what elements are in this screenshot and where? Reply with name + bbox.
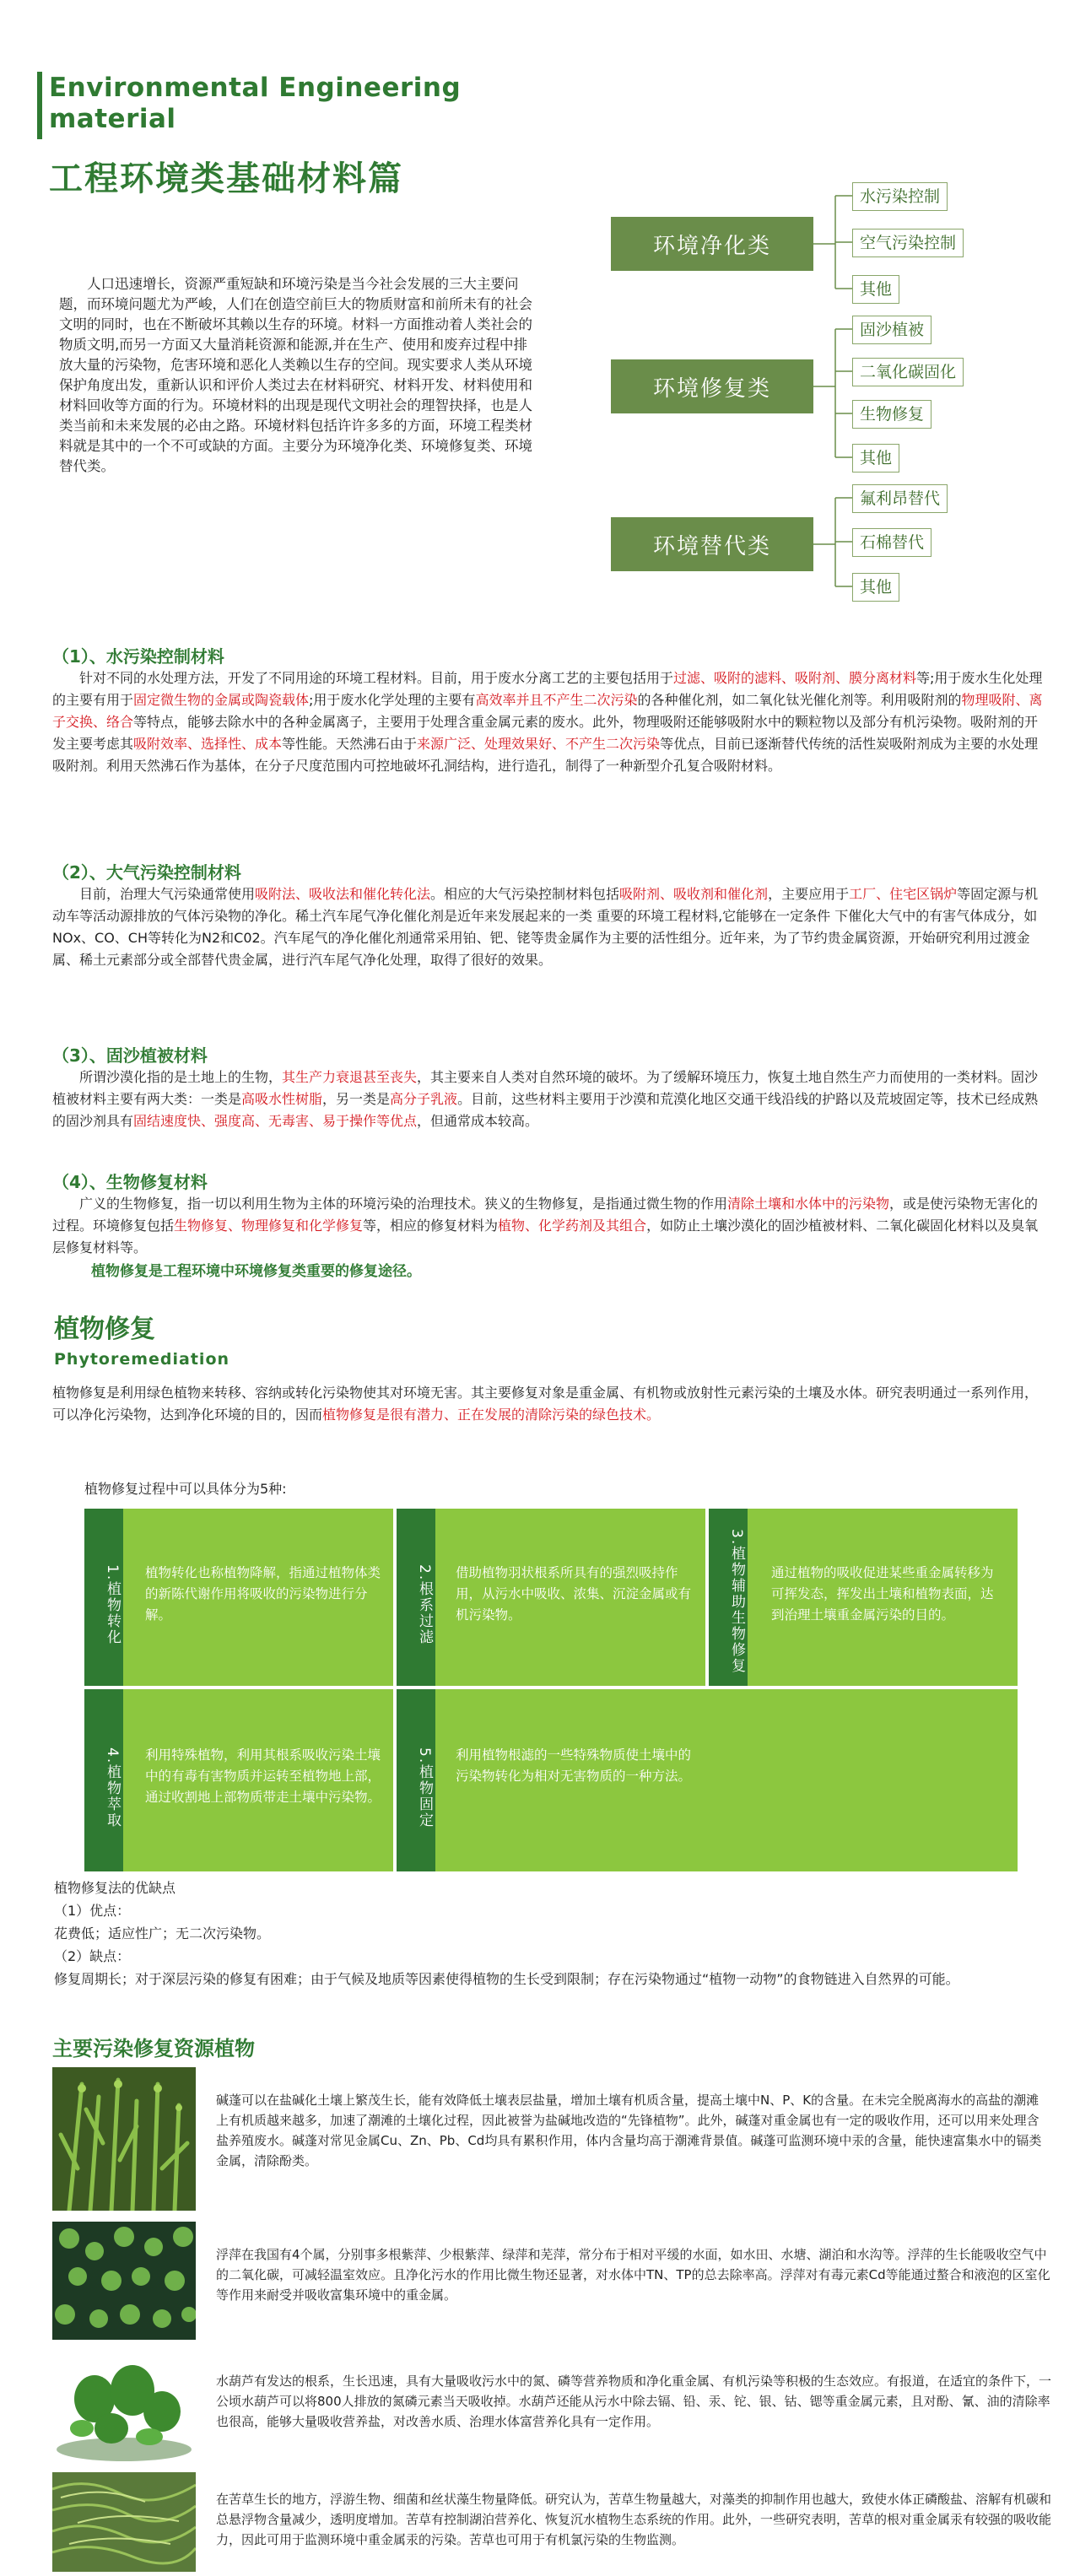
s4-text-0: 广义的生物修复，指一切以利用生物为主体的环境污染的治理技术。狭义的生物修复，是指通过微生物的作用 — [79, 1196, 728, 1212]
s1-text-2: 等;用于废水生化处理的主要有用于 — [52, 670, 1043, 708]
duckweed-image — [52, 2222, 196, 2340]
pros-cons — [54, 1877, 1050, 1990]
section4-heading: （4）、生物修复材料 — [52, 1172, 208, 1192]
s1-text-4: ;用于废水化学处理的主要有 — [309, 692, 476, 708]
process-text-4: 利用特殊植物，利用其根系吸收污染土壤中的有毒有害物质并运转至植物地上部，通过收割地上部物质带走土壤中污染物。 — [145, 1747, 381, 1805]
process-text-3: 通过植物的吸收促进某些重金属转移为可挥发态，挥发出土壤和植物表面，达到治理土壤重金属污染的目的。 — [771, 1565, 994, 1623]
subitem-air-pollution: 空气污染控制 — [852, 229, 964, 257]
phyto-highlight-1: 植物修复是很有潜力、正在发展的清除污染的绿色技术。 — [322, 1407, 661, 1423]
subitem-co2-fixation: 二氧化碳固化 — [852, 358, 964, 386]
s1-text-12: 等优点，目前已逐渐替代传统的活性炭吸附剂成为主要的水处理吸附剂。利用天然沸石作为基体，在分子尺度范围内可控地破坏孔洞结构，进行造孔，制得了一种新型介孔复合吸附材料。 — [52, 736, 1039, 774]
s4-text-6: ，如防止土壤沙漠化的固沙植被材料、二氧化碳固化材料以及臭氧层修复材料等。 — [52, 1218, 1039, 1256]
s1-highlight-7: 物理吸附、离子交换、络合 — [52, 692, 1043, 730]
s1-highlight-1: 过滤、吸附的滤料、吸附剂、膜分离材料 — [673, 670, 917, 686]
s4-highlight-5: 植物、化学药剂及其组合 — [498, 1218, 647, 1234]
page-title: 工程环境类基础材料篇 — [49, 159, 403, 198]
s4-text-2: ，或是使污染物无害化的过程。环境修复包括 — [52, 1196, 1039, 1234]
eelgrass-image — [52, 2472, 196, 2572]
s1-highlight-11: 来源广泛、处理效果好、不产生二次污染 — [417, 736, 661, 752]
subitem-substitution-other: 其他 — [852, 573, 899, 602]
water-hyacinth-text: 水葫芦有发达的根系，生长迅速，具有大量吸收污水中的氮、磷等营养物质和净化重金属、有机污染等积极的生态效应。有报道，在适宜的条件下，一公顷水葫芦可以将800人排放的氮磷元素当天吸收掉。水葫芦还能从污水中除去镉、铅、汞、铊、银、钴、锶等重金属元素，且对酚、氰、油的清除率也很高，能够大量吸收营养盐，对改善水质、治理水体富营养化具有一定作用。 — [216, 2373, 1052, 2429]
process-intro: 植物修复过程中可以具体分为5种: — [84, 1481, 287, 1497]
section1-heading: （1）、水污染控制材料 — [52, 646, 224, 667]
subitem-water-pollution: 水污染控制 — [852, 182, 948, 211]
process-label-4: 4.植物萃取 — [84, 1689, 123, 1871]
suaeda-text: 碱蓬可以在盐碱化土壤上繁茂生长，能有效降低土壤表层盐量，增加土壤有机质含量，提高土壤中N、P、K的含量。在未完全脱离海水的高盐的潮滩上有机质越来越多，加速了潮滩的土壤化过程，因此被誉为盐碱地改造的“先锋植物”。此外，碱蓬对重金属也有一定的吸收作用，还可以用来处理含盐养殖废水。碱蓬对常见金属Cu、Zn、Pb、Cd均具有累积作用，体内含量均高于潮滩背景值。碱蓬可监测环境中汞的含量，能快速富集水中的镉类金属，清除酚类。 — [216, 2093, 1042, 2168]
s3-text-6: 。目前，这些材料主要用于沙漠和荒漠化地区交通干线沿线的护路以及荒坡固定等，技术已经成熟的固沙剂具有 — [52, 1091, 1039, 1129]
section2-body — [52, 883, 1048, 971]
category-remediation: 环境修复类 — [611, 359, 813, 413]
cons-label: （2）缺点： — [54, 1948, 131, 1964]
s1-text-6: 的各种催化剂，如二氧化钛光催化剂等。利用吸附剂的 — [637, 692, 962, 708]
subitem-remediation-other: 其他 — [852, 444, 899, 473]
s3-text-8: ，但通常成本较高。 — [417, 1113, 539, 1129]
section3-body — [52, 1067, 1048, 1132]
subitem-freon-substitute: 氟利昂替代 — [852, 484, 948, 513]
pros-text: 花费低；适应性广；无二次污染物。 — [54, 1925, 271, 1941]
s2-highlight-3: 吸附剂、吸收剂和催化剂 — [619, 886, 769, 902]
s2-text-0: 目前，治理大气污染通常使用 — [79, 886, 256, 902]
section1-body — [52, 667, 1048, 777]
s3-text-2: ，其主要来自人类对自然环境的破坏。为了缓解环境压力，恢复土地自然生产力而使用的一类材料。固沙植被材料主要有两大类：一类是 — [52, 1069, 1039, 1107]
s4-highlight-1: 清除土壤和水体中的污染物 — [727, 1196, 890, 1212]
section2-heading: （2）、大气污染控制材料 — [52, 862, 241, 883]
s2-highlight-1: 吸附法、吸收法和催化转化法 — [255, 886, 431, 902]
duckweed-text: 浮萍在我国有4个属，分别事多根紫萍、少根紫萍、绿萍和芜萍，常分布于相对平缓的水面，如水田、水塘、湖泊和水沟等。浮萍的生长能吸收空气中的二氧化碳，可减轻温室效应。且净化污水的作用比微生物还显著，对水体中TN、TP的总去除率高。浮萍对有毒元素Cd等能通过螯合和液泡的区室化等作用来耐受并吸收富集环境中的重金属。 — [216, 2247, 1050, 2303]
phyto-text-0: 植物修复是利用绿色植物来转移、容纳或转化污染物使其对环境无害。其主要修复对象是重金属、有机物或放射性元素污染的土壤及水体。研究表明通过一系列作用，可以净化污染物，达到净化环境的目的，因而 — [52, 1385, 1039, 1423]
subitem-asbestos-substitute: 石棉替代 — [852, 528, 932, 557]
process-text-5: 利用植物根滤的一些特殊物质使土壤中的污染物转化为相对无害物质的一种方法。 — [456, 1747, 692, 1784]
process-grid — [84, 1509, 1018, 1871]
s2-text-6: 等固定源与机动车等活动源排放的气体污染物的净化。稀土汽车尾气净化催化剂是近年来发展起来的一类 重要的环境工程材料,它能够在一定条件 下催化大气中的有害气体成分，如NOx、CO、CH等转化为N2和C02。汽车尾气的净化催化剂通常采用铂、钯、铑等贵金属作为主要的活性组分。近年来，为了节约贵金属资源，开始研究利用过渡金属、稀土元素部分或全部替代贵金属，进行汽车尾气净化处理，取得了很好的效果。 — [52, 886, 1039, 968]
subitem-sand-fixation: 固沙植被 — [852, 316, 932, 344]
grid-divider-h — [84, 1686, 1018, 1689]
s2-text-2: 。相应的大气污染控制材料包括 — [430, 886, 620, 902]
process-text-2: 借助植物羽状根系所具有的强烈吸持作用，从污水中吸收、浓集、沉淀金属或有机污染物。 — [456, 1565, 692, 1623]
process-text-1: 植物转化也称植物降解，指通过植物体类的新陈代谢作用将吸收的污染物进行分解。 — [145, 1565, 381, 1623]
s4-text-4: 等，相应的修复材料为 — [363, 1218, 499, 1234]
english-title-line2: material — [49, 104, 176, 134]
s1-highlight-5: 高效率并且不产生二次污染 — [475, 692, 638, 708]
phyto-subtitle: Phytoremediation — [54, 1350, 230, 1369]
section3-heading: （3）、固沙植被材料 — [52, 1045, 208, 1066]
pros-cons-heading: 植物修复法的优缺点 — [54, 1880, 176, 1896]
s3-highlight-3: 高吸水性树脂 — [241, 1091, 323, 1107]
category-purification: 环境净化类 — [611, 217, 813, 271]
process-label-2: 2.根系过滤 — [397, 1509, 435, 1686]
s3-text-4: ，另一类是 — [322, 1091, 391, 1107]
process-label-5: 5.植物固定 — [397, 1689, 435, 1871]
intro-text: 人口迅速增长，资源严重短缺和环境污染是当今社会发展的三大主要问题，而环境问题尤为严峻，人们在创造空前巨大的物质财富和前所未有的社会文明的同时，也在不断破坏其赖以生存的环境。材料一方面推动着人类社会的物质文明,而另一方面又大量消耗资源和能源,并在生产、使用和废弃过程中排放大量的污染物，危害环境和恶化人类赖以生存的空间。现实要求人类从环境保护角度出发，重新认识和评价人类过去在材料研究、材料开发、材料使用和材料回收等方面的行为。环境材料的出现是现代文明社会的理智抉择，也是人类当前和未来发展的必由之路。环境材料包括许许多多的方面，环境工程类材料就是其中的一个不可或缺的方面。主要分为环境净化类、环境修复类、环境替代类。 — [59, 276, 532, 474]
pros-label: （1）优点： — [54, 1903, 131, 1919]
classification-tree — [0, 0, 1080, 608]
suaeda-image — [52, 2067, 196, 2211]
s2-text-4: ，主要应用于 — [768, 886, 850, 902]
category-substitution: 环境替代类 — [611, 517, 813, 571]
water-hyacinth-image — [52, 2348, 196, 2466]
process-label-3: 3.植物辅助生物修复 — [709, 1509, 748, 1686]
s1-text-10: 等性能。天然沸石由于 — [282, 736, 418, 752]
s2-highlight-5: 工厂、住宅区锅炉 — [849, 886, 958, 902]
section4-body — [52, 1193, 1048, 1259]
s1-text-0: 针对不同的水处理方法，开发了不同用途的环境工程材料。目前，用于废水分离工艺的主要包括用于 — [79, 670, 674, 686]
s1-highlight-9: 吸附效率、选择性、成本 — [133, 736, 283, 752]
cons-text: 修复周期长；对于深层污染的修复有困难；由于气候及地质等因素使得植物的生长受到限制；存在污染物通过“植物一动物”的食物链进入自然界的可能。 — [54, 1971, 959, 1987]
s4-highlight-3: 生物修复、物理修复和化学修复 — [174, 1218, 364, 1234]
s3-highlight-7: 固结速度快、强度高、无毒害、易于操作等优点 — [133, 1113, 418, 1129]
s3-highlight-5: 高分子乳液 — [390, 1091, 458, 1107]
subitem-bio-remediation: 生物修复 — [852, 400, 932, 429]
phyto-title: 植物修复 — [54, 1315, 155, 1344]
s3-highlight-1: 其生产力衰退甚至丧失 — [282, 1069, 418, 1085]
plants-heading: 主要污染修复资源植物 — [52, 2037, 255, 2060]
process-label-1: 1.植物转化 — [84, 1509, 123, 1686]
phyto-intro — [52, 1382, 1048, 1426]
s1-text-8: 等特点，能够去除水中的各种金属离子，主要用于处理含重金属元素的废水。此外，物理吸附还能够吸附水中的颗粒物以及部分有机污染物。吸附剂的开发主要考虑其 — [52, 714, 1039, 752]
eelgrass-text: 在苦草生长的地方，浮游生物、细菌和丝状藻生物量降低。研究认为，苦草生物量越大，对藻类的抑制作用也越大，致使水体正磷酸盐、溶解有机碳和总悬浮物含量减少，透明度增加。苦草有控制湖泊营养化、恢复沉水植物生态系统的作用。此外，一些研究表明，苦草的根对重金属汞有较强的吸收能力，因此可用于监测环境中重金属汞的污染。苦草也可用于有机氯污染的生物监测。 — [216, 2492, 1052, 2547]
subitem-purification-other: 其他 — [852, 275, 899, 304]
s1-highlight-3: 固定微生物的金属或陶瓷载体 — [133, 692, 310, 708]
english-title-line1: Environmental Engineering — [49, 73, 462, 103]
tree-connectors — [0, 0, 1080, 608]
s3-text-0: 所谓沙漠化指的是土地上的生物， — [79, 1069, 283, 1085]
section4-note: 植物修复是工程环境中环境修复类重要的修复途径。 — [91, 1263, 421, 1280]
